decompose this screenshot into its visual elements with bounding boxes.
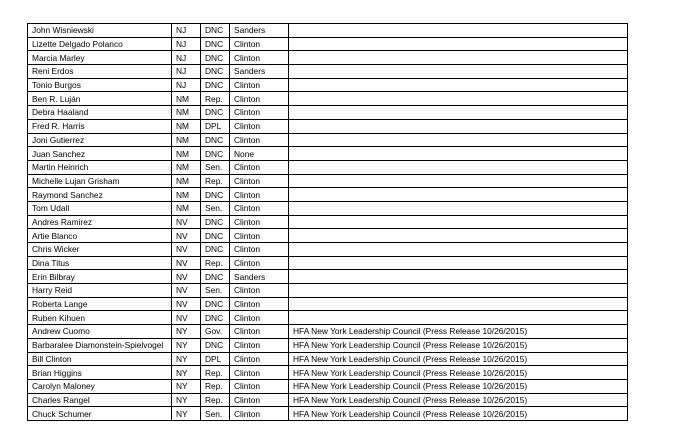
state-cell: NM — [172, 119, 201, 133]
state-cell: NY — [172, 338, 201, 352]
delegate-name-cell: Barbaralee Diamonstein-Spielvogel — [28, 338, 172, 352]
state-cell: NJ — [172, 24, 201, 38]
note-cell: HFA New York Leadership Council (Press Release 10/26/2015) — [289, 393, 628, 407]
preference-cell: Clinton — [230, 37, 289, 51]
state-cell: NV — [172, 311, 201, 325]
state-cell: NY — [172, 407, 201, 421]
table-row — [28, 174, 628, 188]
note-cell: HFA New York Leadership Council (Press Release 10/26/2015) — [289, 325, 628, 339]
preference-cell: None — [230, 147, 289, 161]
delegate-name-cell: Tom Udall — [28, 201, 172, 215]
note-cell — [289, 37, 628, 51]
preference-cell: Clinton — [230, 297, 289, 311]
delegate-name-cell: Bill Clinton — [28, 352, 172, 366]
delegate-name-cell: Carolyn Maloney — [28, 379, 172, 393]
delegate-name-cell: Dina Titus — [28, 256, 172, 270]
role-cell: Rep. — [201, 256, 230, 270]
state-cell: NV — [172, 297, 201, 311]
table-row — [28, 325, 628, 339]
table-row — [28, 338, 628, 352]
delegate-table-body — [28, 24, 628, 421]
note-cell: HFA New York Leadership Council (Press Release 10/26/2015) — [289, 352, 628, 366]
delegate-name-cell: Chuck Schumer — [28, 407, 172, 421]
note-cell: HFA New York Leadership Council (Press Release 10/26/2015) — [289, 366, 628, 380]
state-cell: NJ — [172, 37, 201, 51]
preference-cell: Clinton — [230, 379, 289, 393]
role-cell: DNC — [201, 215, 230, 229]
role-cell: Rep. — [201, 393, 230, 407]
delegate-name-cell: Reni Erdos — [28, 65, 172, 79]
delegate-name-cell: Erin Bilbray — [28, 270, 172, 284]
table-row — [28, 51, 628, 65]
role-cell: DNC — [201, 229, 230, 243]
role-cell: Rep. — [201, 379, 230, 393]
state-cell: NM — [172, 92, 201, 106]
role-cell: DNC — [201, 270, 230, 284]
table-row — [28, 37, 628, 51]
table-row — [28, 106, 628, 120]
delegate-name-cell: Brian Higgins — [28, 366, 172, 380]
note-cell — [289, 92, 628, 106]
note-cell: HFA New York Leadership Council (Press Release 10/26/2015) — [289, 338, 628, 352]
preference-cell: Clinton — [230, 393, 289, 407]
preference-cell: Clinton — [230, 51, 289, 65]
delegate-name-cell: Joni Gutierrez — [28, 133, 172, 147]
table-row — [28, 229, 628, 243]
note-cell — [289, 133, 628, 147]
role-cell: DNC — [201, 65, 230, 79]
delegate-table — [27, 23, 628, 421]
delegate-name-cell: Fred R. Harris — [28, 119, 172, 133]
note-cell — [289, 270, 628, 284]
table-row — [28, 119, 628, 133]
role-cell: Sen. — [201, 160, 230, 174]
table-row — [28, 215, 628, 229]
delegate-name-cell: Juan Sanchez — [28, 147, 172, 161]
preference-cell: Clinton — [230, 92, 289, 106]
table-row — [28, 243, 628, 257]
state-cell: NM — [172, 147, 201, 161]
table-row — [28, 270, 628, 284]
state-cell: NV — [172, 284, 201, 298]
delegate-name-cell: Andres Ramirez — [28, 215, 172, 229]
state-cell: NY — [172, 379, 201, 393]
table-row — [28, 201, 628, 215]
role-cell: DNC — [201, 188, 230, 202]
delegate-name-cell: Ruben Kihuen — [28, 311, 172, 325]
table-row — [28, 352, 628, 366]
role-cell: DNC — [201, 133, 230, 147]
state-cell: NM — [172, 133, 201, 147]
table-row — [28, 311, 628, 325]
state-cell: NJ — [172, 65, 201, 79]
delegate-name-cell: Chris Wicker — [28, 243, 172, 257]
table-row — [28, 379, 628, 393]
preference-cell: Clinton — [230, 215, 289, 229]
role-cell: DNC — [201, 24, 230, 38]
table-row — [28, 133, 628, 147]
preference-cell: Clinton — [230, 174, 289, 188]
table-row — [28, 284, 628, 298]
state-cell: NY — [172, 352, 201, 366]
state-cell: NV — [172, 243, 201, 257]
role-cell: DNC — [201, 147, 230, 161]
role-cell: DPL — [201, 352, 230, 366]
preference-cell: Clinton — [230, 160, 289, 174]
delegate-name-cell: Tonio Burgos — [28, 78, 172, 92]
note-cell: HFA New York Leadership Council (Press Release 10/26/2015) — [289, 407, 628, 421]
role-cell: Rep. — [201, 92, 230, 106]
role-cell: DNC — [201, 297, 230, 311]
preference-cell: Clinton — [230, 338, 289, 352]
delegate-name-cell: Lizette Delgado Polanco — [28, 37, 172, 51]
role-cell: DNC — [201, 37, 230, 51]
note-cell — [289, 243, 628, 257]
state-cell: NV — [172, 229, 201, 243]
state-cell: NM — [172, 188, 201, 202]
delegate-name-cell: Martin Heinrich — [28, 160, 172, 174]
table-row — [28, 188, 628, 202]
preference-cell: Clinton — [230, 119, 289, 133]
role-cell: Sen. — [201, 407, 230, 421]
role-cell: DNC — [201, 243, 230, 257]
role-cell: Sen. — [201, 201, 230, 215]
note-cell — [289, 65, 628, 79]
state-cell: NM — [172, 160, 201, 174]
table-row — [28, 78, 628, 92]
role-cell: DNC — [201, 311, 230, 325]
table-row — [28, 297, 628, 311]
preference-cell: Sanders — [230, 24, 289, 38]
delegate-name-cell: Harry Reid — [28, 284, 172, 298]
preference-cell: Clinton — [230, 325, 289, 339]
state-cell: NV — [172, 215, 201, 229]
note-cell — [289, 51, 628, 65]
role-cell: DPL — [201, 119, 230, 133]
preference-cell: Clinton — [230, 243, 289, 257]
note-cell — [289, 147, 628, 161]
role-cell: Rep. — [201, 174, 230, 188]
table-row — [28, 366, 628, 380]
delegate-name-cell: Ben R. Luján — [28, 92, 172, 106]
table-row — [28, 147, 628, 161]
delegate-name-cell: Roberta Lange — [28, 297, 172, 311]
preference-cell: Clinton — [230, 78, 289, 92]
preference-cell: Clinton — [230, 366, 289, 380]
preference-cell: Clinton — [230, 201, 289, 215]
preference-cell: Clinton — [230, 106, 289, 120]
preference-cell: Clinton — [230, 407, 289, 421]
note-cell — [289, 174, 628, 188]
table-row — [28, 24, 628, 38]
note-cell — [289, 201, 628, 215]
note-cell — [289, 297, 628, 311]
preference-cell: Clinton — [230, 352, 289, 366]
note-cell — [289, 119, 628, 133]
note-cell — [289, 215, 628, 229]
preference-cell: Clinton — [230, 188, 289, 202]
delegate-name-cell: Charles Rangel — [28, 393, 172, 407]
state-cell: NY — [172, 366, 201, 380]
role-cell: Rep. — [201, 366, 230, 380]
note-cell: HFA New York Leadership Council (Press Release 10/26/2015) — [289, 379, 628, 393]
table-row — [28, 92, 628, 106]
delegate-name-cell: Raymond Sanchez — [28, 188, 172, 202]
role-cell: DNC — [201, 106, 230, 120]
note-cell — [289, 160, 628, 174]
preference-cell: Sanders — [230, 65, 289, 79]
state-cell: NY — [172, 325, 201, 339]
note-cell — [289, 106, 628, 120]
delegate-name-cell: Marcia Marley — [28, 51, 172, 65]
note-cell — [289, 24, 628, 38]
role-cell: Gov. — [201, 325, 230, 339]
state-cell: NJ — [172, 51, 201, 65]
preference-cell: Sanders — [230, 270, 289, 284]
table-row — [28, 256, 628, 270]
role-cell: Sen. — [201, 284, 230, 298]
preference-cell: Clinton — [230, 229, 289, 243]
delegate-name-cell: Michelle Lujan Grisham — [28, 174, 172, 188]
state-cell: NM — [172, 201, 201, 215]
preference-cell: Clinton — [230, 256, 289, 270]
preference-cell: Clinton — [230, 311, 289, 325]
role-cell: DNC — [201, 338, 230, 352]
note-cell — [289, 284, 628, 298]
delegate-name-cell: Andrew Cuomo — [28, 325, 172, 339]
table-row — [28, 65, 628, 79]
role-cell: DNC — [201, 78, 230, 92]
note-cell — [289, 188, 628, 202]
state-cell: NM — [172, 174, 201, 188]
delegate-name-cell: Artie Blanco — [28, 229, 172, 243]
state-cell: NV — [172, 256, 201, 270]
table-row — [28, 160, 628, 174]
preference-cell: Clinton — [230, 284, 289, 298]
note-cell — [289, 78, 628, 92]
delegate-name-cell: Debra Haaland — [28, 106, 172, 120]
state-cell: NM — [172, 106, 201, 120]
role-cell: DNC — [201, 51, 230, 65]
note-cell — [289, 229, 628, 243]
table-row — [28, 393, 628, 407]
note-cell — [289, 311, 628, 325]
state-cell: NV — [172, 270, 201, 284]
state-cell: NY — [172, 393, 201, 407]
note-cell — [289, 256, 628, 270]
delegate-name-cell: John Wisniewski — [28, 24, 172, 38]
table-row — [28, 407, 628, 421]
preference-cell: Clinton — [230, 133, 289, 147]
state-cell: NJ — [172, 78, 201, 92]
